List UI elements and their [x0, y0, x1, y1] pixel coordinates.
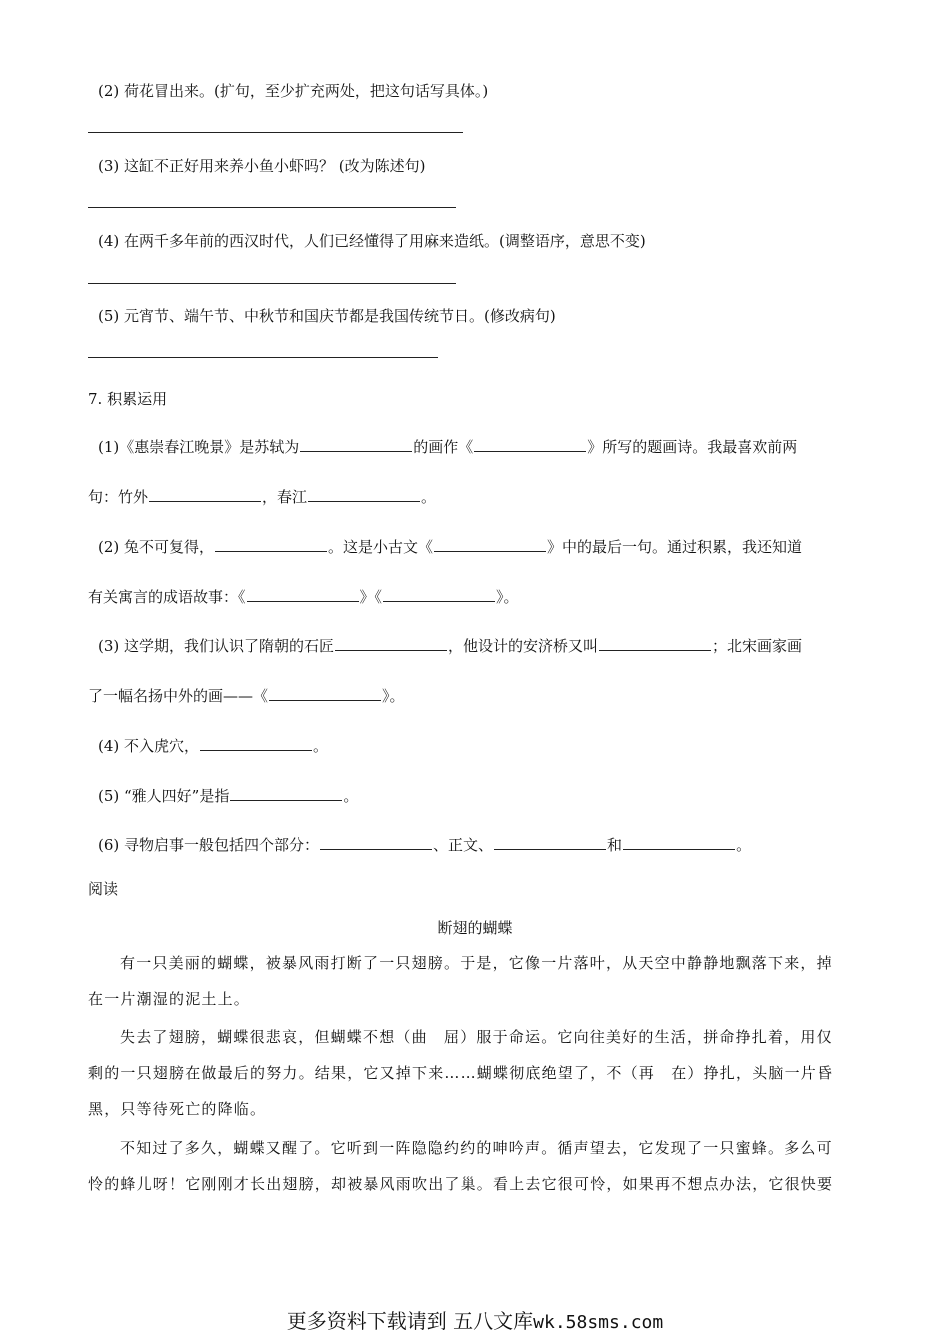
footer-banner — [0, 1305, 950, 1334]
reading-paragraph-1 — [88, 952, 858, 1010]
paragraph-line: 失去了翅膀，蝴蝶很悲哀，但蝴蝶不想（曲 屈）服于命运。它向往美好的生活，拼命挣扎着，用仅 — [120, 1028, 833, 1046]
answer-blank[interactable] — [434, 537, 546, 552]
paragraph-line: 怜的蜂儿呀！它刚刚才长出翅膀，却被暴风雨吹出了巢。看上去它很可怜，如果再不想点办法，它很快要 — [88, 1175, 834, 1193]
answer-blank[interactable] — [599, 636, 711, 651]
paragraph-line: 在一片潮湿的泥土上。 — [88, 990, 251, 1008]
answer-blank[interactable] — [149, 487, 261, 502]
answer-blank[interactable] — [300, 437, 412, 452]
question-6: (6) 寻物启事一般包括四个部分： 、正文、 和 。 — [98, 836, 752, 854]
answer-line — [88, 207, 456, 208]
paragraph-line: 不知过了多久，蝴蝶又醒了。它听到一阵隐隐约约的呻吟声。循声望去，它发现了一只蜜蜂。多么可 — [120, 1139, 833, 1157]
answer-blank[interactable] — [200, 736, 312, 751]
paragraph-line: 黑，只等待死亡的降临。 — [88, 1100, 267, 1118]
answer-blank[interactable] — [494, 835, 606, 850]
answer-line — [88, 283, 456, 284]
question-1-line-1: (1)《惠崇春江晚景》是苏轼为 的画作《 》所写的题画诗。我最喜欢前两 — [98, 438, 798, 456]
answer-blank[interactable] — [215, 537, 327, 552]
question-2-line-1: (2) 兔不可复得， 。这是小古文《 》中的最后一句。通过积累，我还知道 — [98, 538, 803, 556]
answer-blank[interactable] — [335, 636, 447, 651]
footer-site-link[interactable]: wk.58sms.com — [533, 1312, 664, 1333]
question-2-line-2: 有关寓言的成语故事：《 》《 》。 — [88, 588, 519, 606]
question-5: (5) “雅人四好”是指 。 — [98, 787, 359, 805]
reading-label: 阅读 — [88, 880, 119, 898]
reading-paragraph-2 — [88, 1026, 858, 1120]
reading-title: 断翅的蝴蝶 — [437, 919, 513, 937]
reading-paragraph-3 — [88, 1137, 858, 1195]
answer-line — [88, 132, 463, 133]
paragraph-line: 有一只美丽的蝴蝶，被暴风雨打断了一只翅膀。于是，它像一片落叶，从天空中静静地飘落下来，掉 — [120, 954, 833, 972]
rewrite-item-3: (3) 这缸不正好用来养小鱼小虾吗？ (改为陈述句) — [98, 157, 426, 175]
question-4: (4) 不入虎穴， 。 — [98, 737, 329, 755]
paragraph-line: 剩的一只翅膀在做最后的努力。结果，它又掉下来……蝴蝶彻底绝望了，不（再 在）挣扎，头脑一片昏 — [88, 1064, 834, 1082]
answer-blank[interactable] — [320, 835, 432, 850]
answer-blank[interactable] — [474, 437, 586, 452]
answer-blank[interactable] — [230, 786, 342, 801]
rewrite-item-5: (5) 元宵节、端午节、中秋节和国庆节都是我国传统节日。(修改病句) — [98, 307, 556, 325]
answer-blank[interactable] — [308, 487, 420, 502]
footer-text: 更多资料下载请到 五八文库 — [286, 1309, 534, 1333]
rewrite-item-4: (4) 在两千多年前的西汉时代，人们已经懂得了用麻来造纸。(调整语序，意思不变) — [98, 232, 646, 250]
question-1-line-2: 句：竹外 ，春江 。 — [88, 488, 437, 506]
answer-line — [88, 357, 438, 358]
answer-blank[interactable] — [269, 686, 381, 701]
rewrite-item-2: (2) 荷花冒出来。(扩句，至少扩充两处，把这句话写具体。) — [98, 82, 489, 100]
question-3-line-2: 了一幅名扬中外的画——《 》。 — [88, 687, 405, 705]
answer-blank[interactable] — [623, 835, 735, 850]
answer-blank[interactable] — [383, 587, 495, 602]
answer-blank[interactable] — [247, 587, 359, 602]
section-heading: 7. 积累运用 — [88, 390, 168, 408]
question-3-line-1: (3) 这学期，我们认识了隋朝的石匠 ，他设计的安济桥又叫 ；北宋画家画 — [98, 637, 803, 655]
